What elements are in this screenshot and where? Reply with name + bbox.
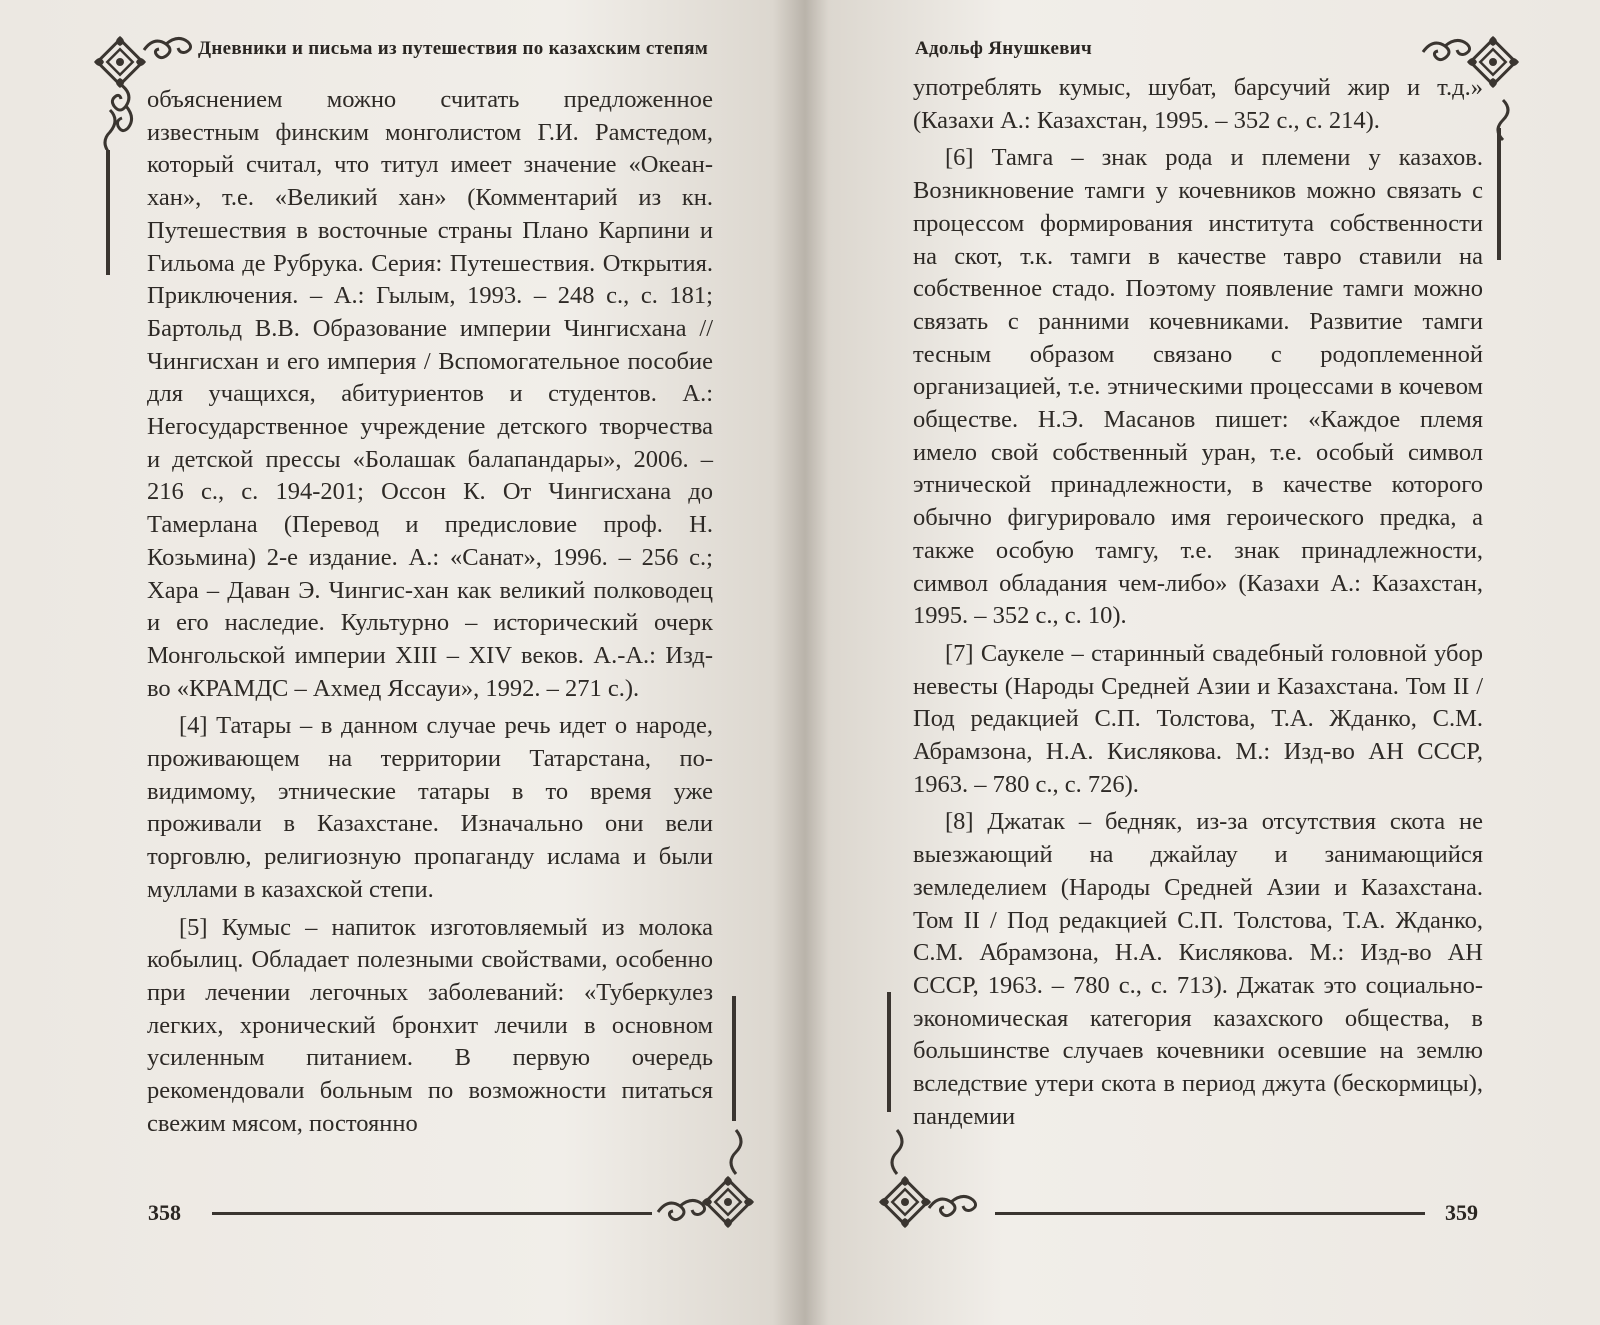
page-number: 359 (1445, 1200, 1478, 1225)
right-body-text (913, 72, 1483, 1139)
left-footer-rule (212, 1212, 652, 1215)
footnote-4: [4] Татары – в данном случае речь идет о народе, проживающем на территории Татарстана, по-видимому, этнические татары в то время уже проживали в Казахстане. Изначально они вели торговлю, религиозную пропаганду ислама и были муллами в казахской степи. (147, 712, 713, 903)
left-body-text (147, 84, 713, 1146)
paragraph-continuation: объяснением можно считать предложенное известным финским монголистом Г.И. Рамстедом, который считал, что титул имеет значение «Океан-хан», т.е. «Великий хан» (Комментарий из кн. Путешествия в восточные страны Плано Карпини и Гильома де Рубрука. Серия: Путешествия. Открытия. Приключения. – А.: Гылым, 1993. – 248 с., с. 181; Бартольд В.В. Образование империи Чингисхана // Чингисхан и его империя / Вспомогательное пособие для учащихся, абитуриентов и студентов. А.: Негосударственное учреждение детского творчества и детской прессы «Болашак балапандары», 2006. – 216 с., с. 194-201; Оссон К. От Чингисхана до Тамерлана (Перевод и предисловие проф. Н. Козьмина) 2-е издание. А.: «Санат», 1996. – 256 с.; Хара – Даван Э. Чингис-хан как великий полководец и его наследие. Культурно – исторический очерк Монгольской империи XIII – XIV веков. А.-А.: Изд-во «КРАМДС – Ахмед Яссауи», 1992. – 271 с.). (147, 86, 713, 702)
right-page (805, 0, 1600, 1325)
footnote-8: [8] Джатак – бедняк, из-за отсутствия скота не выезжающий на джайлау и занимающийся земледелием (Народы Средней Азии и Казахстана. Том II / Под редакцией С.П. Толстова, Т.А. Жданко, С.М. Абрамзона, Н.А. Кислякова. М.: Изд-во АН СССР, 1963. – 780 с., с. 713). Джатак это социально-экономическая категория казахского общества, в большинстве случаев кочевники осевшие на землю вследствие утери скота в период джута (бескормицы), пандемии (913, 808, 1483, 1130)
running-header: Адольф Янушкевич (915, 38, 1093, 59)
corner-ornament-bottom-left (875, 1120, 995, 1235)
footnote-7: [7] Саукеле – старинный свадебный головной убор невесты (Народы Средней Азии и Казахстана. Том II / Под редакцией С.П. Толстова, Т.А. Жданко, С.М. Абрамзона, Н.А. Кислякова. М.: Изд-во АН СССР, 1963. – 780 с., с. 726). (913, 639, 1483, 798)
running-header: Дневники и письма из путешествия по казахским степям (198, 38, 709, 59)
left-vertical-rule-bottom (732, 996, 736, 1121)
left-vertical-rule-top (106, 150, 110, 275)
paragraph-continuation: употреблять кумыс, шубат, барсучий жир и т.д.» (Казахи А.: Казахстан, 1995. – 352 с., с. 214). (913, 74, 1483, 134)
right-footer-rule (995, 1212, 1425, 1215)
page-number: 358 (148, 1200, 181, 1225)
right-vertical-rule-bottom (887, 992, 891, 1112)
right-vertical-rule-top (1497, 128, 1501, 260)
footnote-6: [6] Тамга – знак рода и племени у казахов. Возникновение тамги у кочевников можно связать с процессом формирования института собственности на скот, т.к. тамги в качестве тавро ставили на собственное стадо. Поэтому появление тамги можно связать с ранними кочевниками. Развитие тамги тесным образом связано с родоплеменной организацией, т.е. этническими процессами в кочевом обществе. Н.Э. Масанов пишет: «Каждое племя имело свой собственный уран, т.е. особый символ этнической принадлежности, в качестве которого обычно фигурировало имя героического предка, а также особую тамгу, т.е. знак принадлежности, символ обладания чем-либо» (Казахи А.: Казахстан, 1995. – 352 с., с. 10). (913, 144, 1483, 630)
footnote-5: [5] Кумыс – напиток изготовляемый из молока кобылиц. Обладает полезными свойствами, особенно при лечении легочных заболеваний: «Туберкулез легких, хронический бронхит лечили в основном усиленным питанием. В первую очередь рекомендовали больным по возможности питаться свежим мясом, постоянно (147, 913, 713, 1137)
corner-ornament-bottom-right (640, 1120, 760, 1235)
